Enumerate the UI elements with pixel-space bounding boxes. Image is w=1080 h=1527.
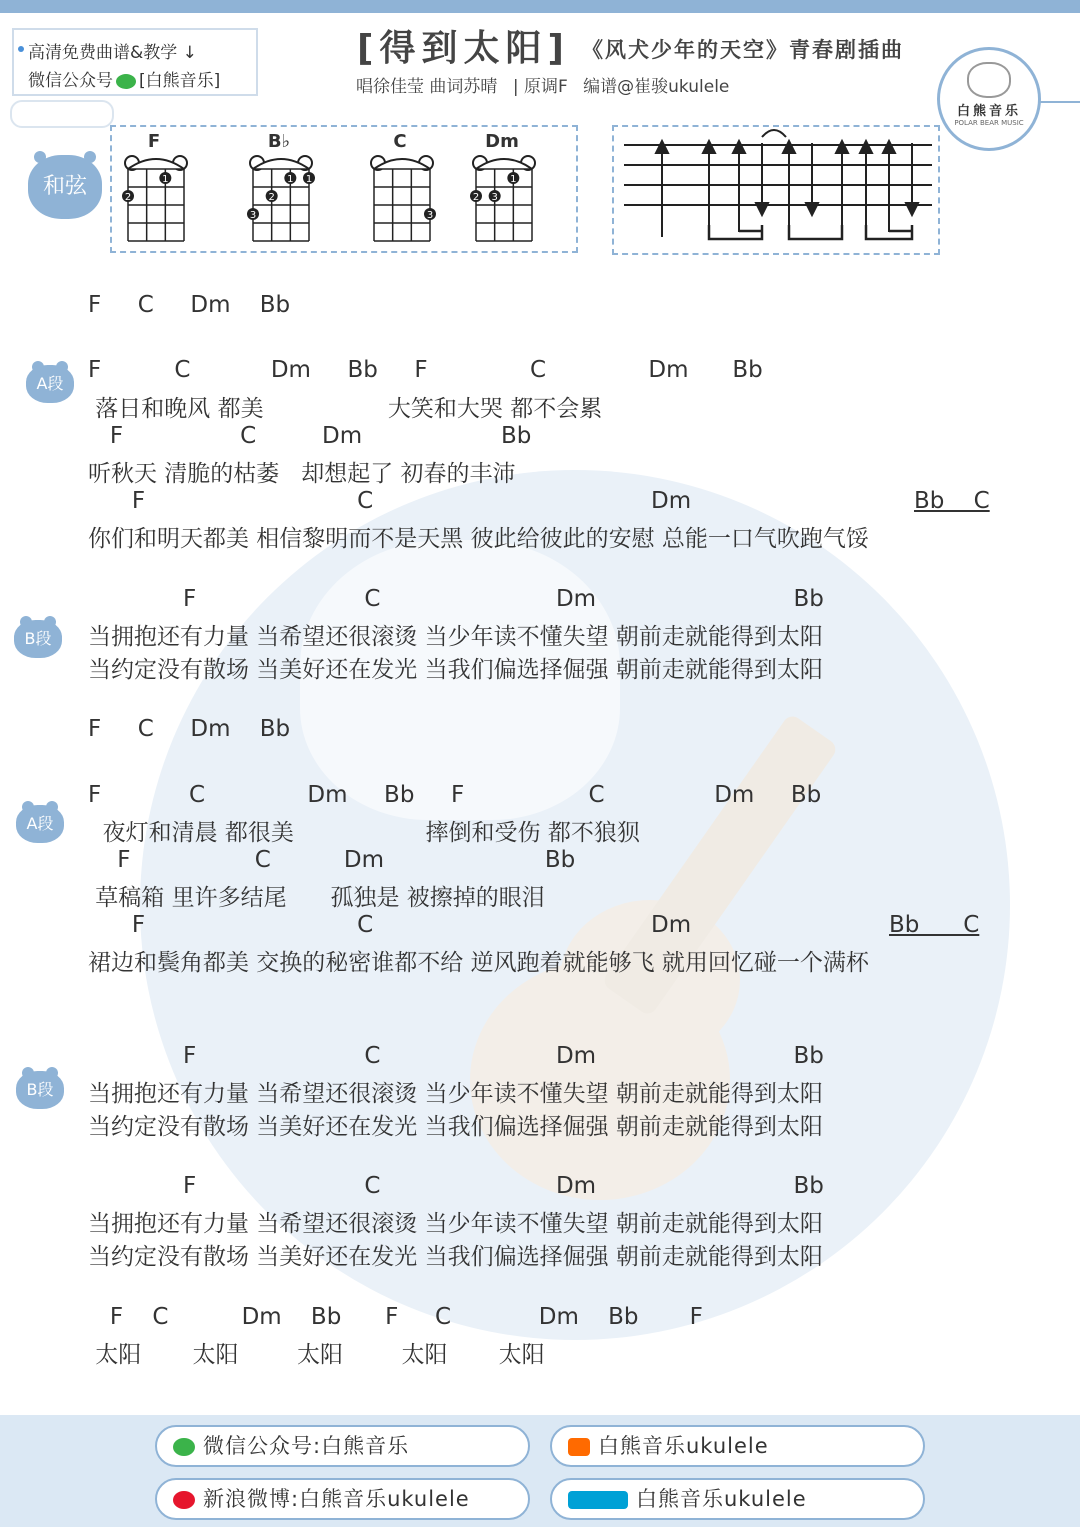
finger-number: 1 xyxy=(510,174,517,185)
lyric-line: 当约定没有散场 当美好还在发光 当我们偏选择倔强 朝前走就能得到太阳 xyxy=(88,657,823,683)
footer-taobao-pill[interactable] xyxy=(550,1425,925,1467)
chord-diagrams-box xyxy=(110,125,578,253)
section-tag-b-2: B段 xyxy=(16,1071,64,1109)
strum-pattern-box xyxy=(612,125,940,255)
footer-video-pill[interactable] xyxy=(550,1478,925,1520)
lyric-line: 听秋天 清脆的枯萎 却想起了 初春的丰沛 xyxy=(88,461,516,487)
lyric-line: 裙边和鬓角都美 交换的秘密谁都不给 逆风跑着就能够飞 就用回忆碰一个满杯 xyxy=(88,950,869,976)
bullet-icon xyxy=(18,46,24,52)
promo-account-name: [白熊音乐] xyxy=(139,71,221,91)
chord-diagram-bb xyxy=(239,127,319,247)
chord-name: Dm xyxy=(485,131,519,152)
chord-diagram-dm xyxy=(462,127,542,247)
lyric-line: 当约定没有散场 当美好还在发光 当我们偏选择倔强 朝前走就能得到太阳 xyxy=(88,1244,823,1270)
footer-wechat-pill[interactable] xyxy=(155,1425,530,1467)
taobao-icon xyxy=(568,1438,590,1456)
chord-line: F C Dm Bb xyxy=(88,1043,824,1069)
wechat-icon xyxy=(173,1438,195,1456)
logo-subtext: POLAR BEAR MUSIC xyxy=(954,119,1024,127)
chord-line: F C Dm Bb xyxy=(88,1173,824,1199)
section-tag-a-1: A段 xyxy=(26,365,74,403)
finger-number: 1 xyxy=(162,174,169,185)
chord-line-end: Bb C xyxy=(889,912,980,938)
section-tag-b-1: B段 xyxy=(14,620,62,658)
chord-line: F C Dm Bb F C Dm Bb xyxy=(88,782,822,808)
footer-weibo-pill[interactable] xyxy=(155,1478,530,1520)
lyric-line: 当约定没有散场 当美好还在发光 当我们偏选择倔强 朝前走就能得到太阳 xyxy=(88,1114,823,1140)
finger-number: 1 xyxy=(287,174,294,185)
bear-face-icon xyxy=(967,62,1011,98)
promo-line-1: 高清免费曲谱&教学 ↓ xyxy=(28,43,197,63)
chord-diagram-f xyxy=(114,127,194,247)
footer-video-label: 白熊音乐ukulele xyxy=(636,1487,807,1511)
chord-line: F C Dm Bb xyxy=(88,586,824,612)
logo-text: 白熊音乐 xyxy=(956,104,1021,119)
lyric-line: 你们和明天都美 相信黎明而不是天黑 彼此给彼此的安慰 总能一口气吹跑气馁 xyxy=(88,526,869,552)
lyric-line: 当拥抱还有力量 当希望还很滚烫 当少年读不懂失望 朝前走就能得到太阳 xyxy=(88,1081,823,1107)
fretboard-diagram xyxy=(360,151,440,247)
lyric-line: 夜灯和清晨 都很美 摔倒和受伤 都不狼狈 xyxy=(88,820,640,846)
chord-line-end: Bb C xyxy=(914,488,990,514)
chord-name: F xyxy=(147,131,161,152)
song-credits xyxy=(356,72,739,97)
finger-number: 2 xyxy=(124,192,132,203)
footer-wechat-label: 微信公众号:白熊音乐 xyxy=(203,1434,410,1458)
strum-pattern-diagram xyxy=(614,127,938,253)
finger-number: 3 xyxy=(491,192,498,203)
section-tag-a-2: A段 xyxy=(16,805,64,843)
chord-name: C xyxy=(393,131,407,152)
finger-number: 3 xyxy=(249,210,257,221)
bilibili-youku-icon xyxy=(568,1491,628,1509)
footer-weibo-label: 新浪微博:白熊音乐ukulele xyxy=(203,1487,470,1511)
chord-line: F C Dm xyxy=(88,912,831,938)
promo-wechat-label: 微信公众号 xyxy=(28,71,113,91)
top-bar xyxy=(0,0,1080,13)
lyric-line: 落日和晚风 都美 大笑和大哭 都不会累 xyxy=(88,396,603,422)
fretboard-diagram xyxy=(239,151,319,247)
footer-taobao-label: 白熊音乐ukulele xyxy=(598,1434,769,1458)
chord-line: F C Dm Bb xyxy=(88,292,291,318)
finger-number: 2 xyxy=(472,192,480,203)
lyric-line: 当拥抱还有力量 当希望还很滚烫 当少年读不懂失望 朝前走就能得到太阳 xyxy=(88,1211,823,1237)
credit-key: | 原调F xyxy=(512,77,568,97)
finger-number: 3 xyxy=(426,210,434,221)
lyric-line: 太阳 太阳 太阳 太阳 太阳 xyxy=(88,1342,545,1368)
chord-diagram-c xyxy=(360,127,440,247)
chord-line: F C Dm Bb xyxy=(88,716,291,742)
credit-singer: 唱徐佳莹 曲词苏晴 xyxy=(356,77,498,97)
song-title: [得到太阳] xyxy=(357,28,570,69)
credit-arranger: 编谱@崔骏ukulele xyxy=(583,77,730,97)
lyric-line: 当拥抱还有力量 当希望还很滚烫 当少年读不懂失望 朝前走就能得到太阳 xyxy=(88,624,823,650)
ukulele-outline-icon xyxy=(10,100,114,128)
chord-line: F C Dm Bb F C Dm Bb F xyxy=(88,1304,703,1330)
chord-line: F C Dm Bb xyxy=(88,847,576,873)
polar-bear-logo xyxy=(937,47,1041,151)
logo-divider xyxy=(1040,101,1080,103)
fretboard-diagram xyxy=(114,151,194,247)
wechat-icon xyxy=(116,74,136,89)
fretboard-diagram xyxy=(462,151,542,247)
chord-line: F C Dm xyxy=(88,488,867,514)
weibo-icon xyxy=(173,1491,195,1509)
song-subtitle: 《风犬少年的天空》青春剧插曲 xyxy=(582,38,904,62)
promo-line-2 xyxy=(28,66,220,91)
chord-line: F C Dm Bb xyxy=(88,423,532,449)
promo-box xyxy=(12,28,258,96)
chord-section-tag: 和弦 xyxy=(28,155,102,219)
chord-line: F C Dm Bb F C Dm Bb xyxy=(88,357,763,383)
finger-number: 2 xyxy=(268,192,275,203)
lyric-line: 草稿箱 里许多结尾 孤独是 被擦掉的眼泪 xyxy=(88,885,545,911)
finger-number: 1 xyxy=(305,174,313,185)
chord-name: B♭ xyxy=(267,131,291,152)
